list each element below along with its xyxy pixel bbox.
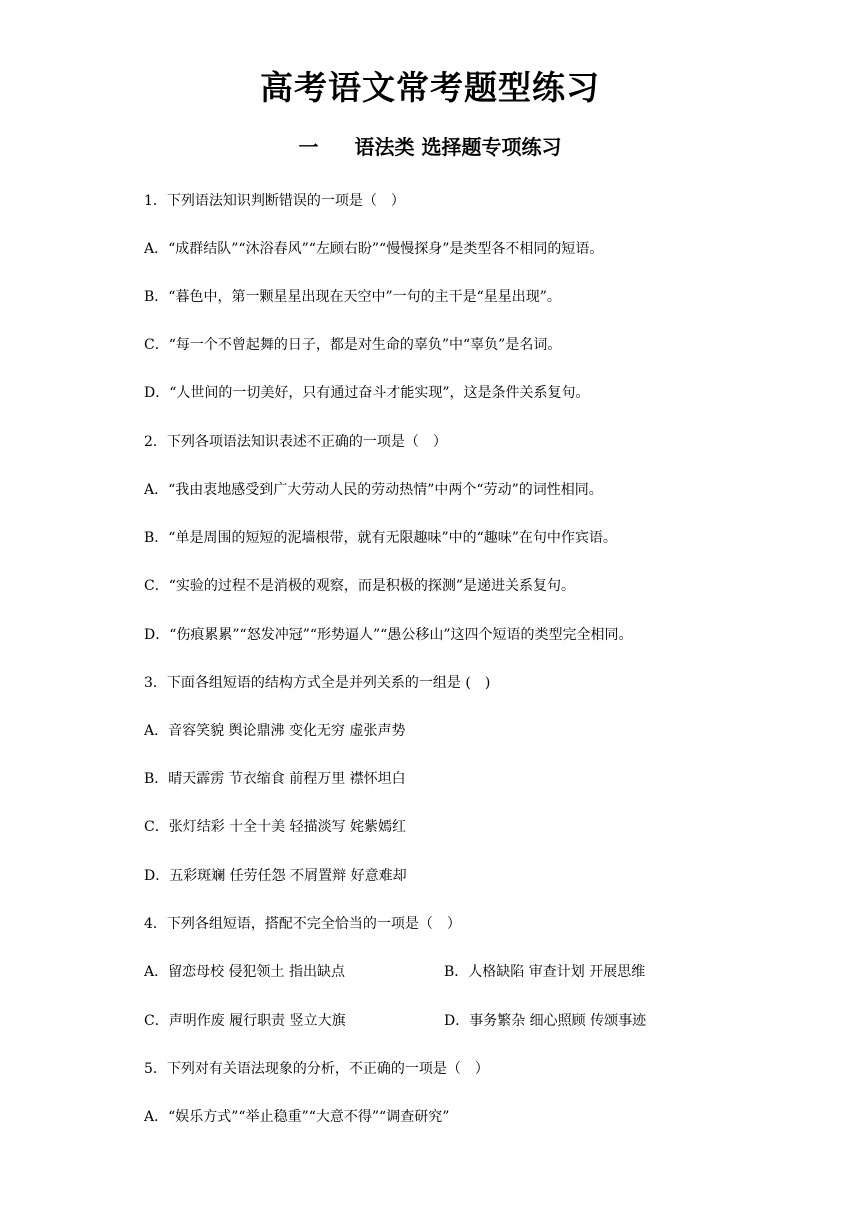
- document-title: 高考语文常考题型练习: [260, 68, 600, 107]
- option-3b: B．晴天霹雳 节衣缩食 前程万里 襟怀坦白: [144, 771, 406, 787]
- option-1c: C．“每一个不曾起舞的日子，都是对生命的辜负”中“辜负”是名词。: [144, 337, 562, 353]
- question-stem-1: 1．下列语法知识判断错误的一项是（ ）: [144, 193, 405, 209]
- option-3a: A．音容笑貌 舆论鼎沸 变化无穷 虚张声势: [144, 723, 406, 739]
- section-heading: [0, 132, 860, 162]
- option-4c: C．声明作废 履行职责 竖立大旗: [144, 1013, 346, 1029]
- question-stem-4: 4．下列各组短语，搭配不完全恰当的一项是（ ）: [144, 916, 461, 932]
- option-4a: A．留恋母校 侵犯领土 指出缺点: [144, 964, 346, 980]
- question-stem-2: 2．下列各项语法知识表述不正确的一项是（ ）: [144, 434, 447, 450]
- option-2d: D．“伤痕累累”“怒发冲冠”“形势逼人”“愚公移山”这四个短语的类型完全相同。: [144, 627, 633, 643]
- option-4d: D．事务繁杂 细心照顾 传颂事迹: [444, 1013, 647, 1029]
- option-3d: D．五彩斑斓 任劳任怨 不屑置辩 好意难却: [144, 868, 407, 884]
- question-stem-5: 5．下列对有关语法现象的分析，不正确的一项是（ ）: [144, 1061, 489, 1077]
- question-stem-3: 3．下面各组短语的结构方式全是并列关系的一组是 ( ): [144, 675, 491, 691]
- option-1a: A．“成群结队”“沐浴春风”“左顾右盼”“慢慢探身”是类型各不相同的短语。: [144, 241, 604, 257]
- option-1b: B．“暮色中，第一颗星星出现在天空中”一句的主干是“星星出现”。: [144, 289, 561, 305]
- section-title: 语法类 选择题专项练习: [354, 135, 562, 159]
- option-2b: B．“单是周围的短短的泥墙根带，就有无限趣味”中的“趣味”在句中作宾语。: [144, 530, 617, 546]
- section-number: 一: [298, 135, 319, 159]
- option-2a: A．“我由衷地感受到广大劳动人民的劳动热情”中两个“劳动”的词性相同。: [144, 482, 603, 498]
- option-1d: D．“人世间的一切美好，只有通过奋斗才能实现”，这是条件关系复句。: [144, 385, 590, 401]
- option-2c: C．“实验的过程不是消极的观察，而是积极的探测”是递进关系复句。: [144, 578, 576, 594]
- option-3c: C．张灯结彩 十全十美 轻描淡写 姹紫嫣红: [144, 819, 407, 835]
- option-5a: A．“娱乐方式”“举止稳重”“大意不得”“调查研究”: [144, 1109, 450, 1125]
- option-4b: B．人格缺陷 审查计划 开展思维: [444, 964, 646, 980]
